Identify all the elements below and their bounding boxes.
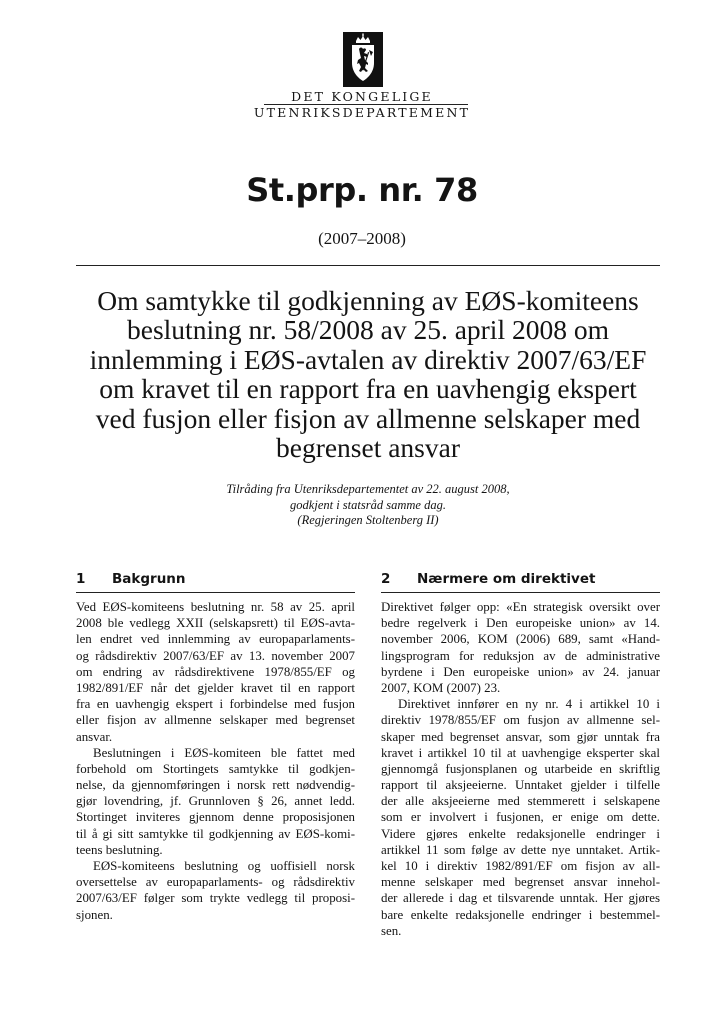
section-title: Nærmere om direktivet	[417, 571, 596, 587]
text-line: Direktivet innfører en ny nr. 4 i artikkel 10 i	[398, 697, 660, 712]
section-number: 2	[381, 571, 391, 587]
title-line: Om samtykke til godkjenning av EØS-komiteens	[97, 285, 639, 316]
text-line: Ved EØS-komiteens beslutning nr. 58 av 25. april	[76, 600, 355, 614]
text-line: EØS-komiteens beslutning og uoffisiell norsk	[93, 859, 355, 873]
document-number: St.prp. nr. 78	[246, 171, 478, 209]
text-line: skaper med begrenset ansvar, som gjør unntak fra	[381, 729, 660, 744]
approval-line: (Regjeringen Stoltenberg II)	[297, 513, 439, 528]
text-line: lingsprogram for reduksjon av de administrative	[381, 648, 660, 663]
approval-line: Tilråding fra Utenriksdepartementet av 22. august 2008,	[226, 482, 510, 496]
text-line: Direktivet følger opp: «En strategisk oversikt over	[381, 600, 660, 614]
text-line: menne selskaper med begrenset ansvar innehol-	[381, 875, 660, 890]
text-line: eller fisjon av allmenne selskaper med begrenset	[76, 713, 355, 728]
text-line: direktiv 1978/855/EF om fusjon av allmenne sel-	[381, 713, 660, 728]
title-line: begrenset ansvar	[275, 432, 460, 464]
text-line: der allerede i dag et tilsvarende unntak. Her gjøres	[381, 891, 660, 906]
section-1-body	[76, 599, 355, 923]
text-line: om endring av rådsdirektivene 1978/855/EF og	[76, 664, 355, 679]
text-line: kel 10 i direktiv 1982/891/EF om fisjon av all-	[381, 859, 660, 873]
text-line: sjonen.	[76, 907, 113, 922]
text-line: bare enkelte redaksjonelle endringer i bestemmel-	[381, 907, 660, 922]
text-line: teens beslutning.	[76, 842, 163, 857]
text-line: der alle aksjeeierne med stemmerett i selskapene	[381, 794, 660, 809]
text-line: og rådsdirektiv 2007/63/EF av 13. november 2007	[76, 648, 355, 663]
norwegian-coat-of-arms-icon	[343, 32, 383, 87]
text-line: Beslutningen i EØS-komiteen ble fattet med	[93, 745, 355, 760]
text-line: len endret ved innlemming av europaparlaments-	[76, 632, 355, 647]
text-line: fra en uavhengig ekspert i forbindelse med fusjon	[76, 697, 355, 712]
text-line: 2007/63/EF følger som trykte vedlegg til proposi-	[76, 891, 355, 906]
session-years: (2007–2008)	[318, 229, 406, 248]
text-line: oversettelse av europaparlaments- og rådsdirektiv	[76, 875, 355, 890]
text-line: rapport til aksjeeierne. Unntaket gjelder i tilfelle	[381, 778, 660, 793]
text-line: Videre gjøres enkelte redaksjonelle endringer i	[381, 826, 660, 841]
approval-note	[0, 482, 724, 529]
title-line: om kravet til en rapport fra en uavhengig ekspert	[99, 373, 637, 405]
text-line: kravet i artikkel 10 til at uavhengige eksperter skal	[381, 745, 660, 760]
text-line: nelse, da gjennomføringen i norsk rett nødvendig-	[76, 778, 355, 793]
title-line: innlemming i EØS-avtalen av direktiv 2007/63/EF	[89, 343, 647, 375]
approval-line: godkjent i statsråd samme dag.	[290, 497, 446, 512]
text-line: 2008 ble vedlegg XXII (selskapsrett) til EØS-avta-	[76, 616, 355, 631]
department-name-line1: DET KONGELIGE	[291, 89, 433, 104]
section-heading-2	[381, 571, 661, 589]
text-line: byrdene i Den europeiske union» av 24. januar	[381, 664, 660, 679]
text-line: forbehold om Stortingets samtykke til godkjen-	[76, 761, 355, 776]
text-line: ansvar.	[76, 729, 113, 744]
text-line: artikkel 11 som følge av dette nye unntaket. Artik-	[381, 842, 660, 857]
text-line: Stortinget inviteres gjennom denne proposisjonen	[76, 810, 355, 825]
text-line: bedre regelverk i Den europeiske union» av 14.	[381, 616, 660, 631]
text-line: november 2006, KOM (2006) 689, samt «Hand-	[381, 632, 660, 647]
section-2-divider	[381, 592, 660, 593]
text-line: sen.	[381, 923, 402, 938]
text-line: 2007, KOM (2007) 23.	[381, 680, 501, 695]
section-title: Bakgrunn	[112, 571, 186, 587]
document-title	[70, 286, 666, 462]
title-line: beslutning nr. 58/2008 av 25. april 2008 om	[127, 314, 609, 346]
text-line: som er involvert i fusjonen, er enige om dette.	[381, 810, 660, 825]
section-number: 1	[76, 571, 86, 587]
section-heading-1	[76, 571, 356, 589]
text-line: 1982/891/EF når det gjelder kravet til en rapport	[76, 680, 355, 695]
section-1-divider	[76, 592, 355, 593]
title-divider	[76, 265, 660, 266]
section-2-body	[381, 599, 660, 939]
title-line: ved fusjon eller fisjon av allmenne selskaper med	[95, 402, 641, 434]
department-name-line2: UTENRIKSDEPARTEMENT	[253, 105, 471, 120]
text-line: gjennomgå fusjonsplanen og utarbeide en skriftlig	[381, 761, 660, 776]
text-line: gjør lovendring, jf. Grunnloven § 26, annet ledd.	[76, 794, 355, 809]
text-line: til å gi sitt samtykke til godkjenning av EØS-komi-	[76, 826, 355, 841]
